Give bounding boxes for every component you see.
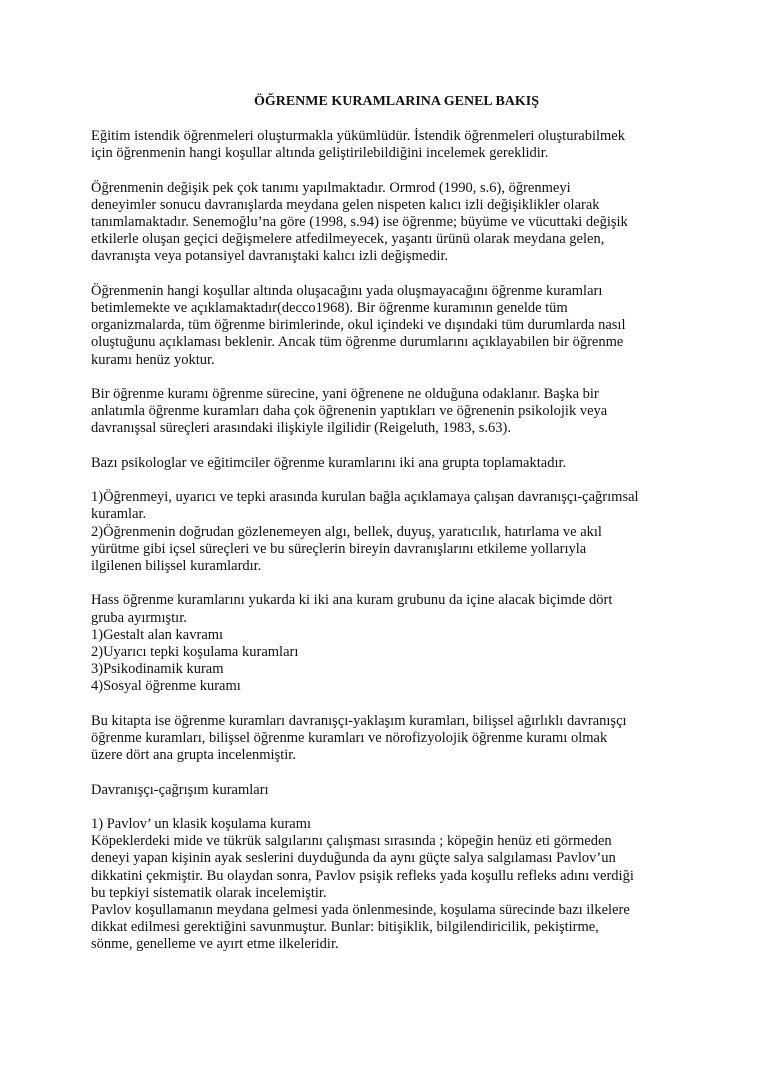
- document-title: ÖĞRENME KURAMLARINA GENEL BAKIŞ: [253, 94, 540, 109]
- paragraph: [91, 489, 692, 575]
- text-line: 3)Psikodinamik kuram: [91, 661, 224, 678]
- text-line: yürütme gibi içsel süreçleri ve bu süreçlerin bireyin davranışlarını etkileme yollarıyla: [91, 540, 587, 557]
- text-line: betimlemekte ve açıklamaktadır(decco1968). Bir öğrenme kuramının genelde tüm: [91, 300, 568, 316]
- text-line: 1) Pavlov’ un klasik koşulama kuramı: [91, 815, 312, 832]
- text-line: Bazı psikologlar ve eğitimciler öğrenme kuramlarını iki ana grupta toplamaktadır.: [91, 454, 567, 471]
- text-line: kuramı henüz yoktur.: [91, 351, 215, 368]
- text-line: davranışsal süreçleri arasındaki ilişkiyle ilgilidir (Reigeluth, 1983, s.63).: [91, 420, 512, 437]
- document-body: [91, 128, 692, 954]
- text-line: organizmalarda, tüm öğrenme birimlerinde, okul içindeki ve dışındaki tüm durumlarda nasıl: [91, 317, 626, 334]
- text-line: deneyimler sonucu davranışlarda meydana gelen nispeten kalıcı izli değişiklikler olarak: [91, 196, 600, 213]
- text-line: Eğitim istendik öğrenmeleri oluşturmakla yükümlüdür. İstendik öğrenmeleri oluşturabilmek: [91, 128, 625, 144]
- text-line: Davranışçı-çağrışım kuramları: [91, 781, 269, 798]
- text-line: Bir öğrenme kuramı öğrenme sürecine, yani öğrenene ne olduğuna odaklanır. Başka bir: [91, 386, 599, 402]
- paragraph: [91, 592, 692, 695]
- text-line: Bu kitapta ise öğrenme kuramları davranışçı-yaklaşım kuramları, bilişsel ağırlıklı davranışçı: [91, 712, 627, 729]
- text-line: için öğrenmenin hangi koşullar altında geliştirilebildiğini incelemek gereklidir.: [91, 145, 549, 162]
- paragraph: [91, 816, 692, 954]
- paragraph: [91, 782, 692, 799]
- text-line: bu tepkiyi sistematik olarak incelemiştir.: [91, 884, 327, 901]
- text-line: anlatımla öğrenme kuramları daha çok öğrenenin yaptıkları ve öğrenenin psikolojik veya: [91, 403, 608, 420]
- text-line: Köpeklerdeki mide ve tükrük salgılarını çalışması sırasında ; köpeğin henüz eti görmeden: [91, 833, 612, 850]
- text-line: davranışta veya potansiyel davranıştaki kalıcı izli değişmedir.: [91, 248, 449, 265]
- paragraph: [91, 180, 692, 266]
- text-line: öğrenme kuramları, bilişsel öğrenme kuramları ve nörofizyolojik öğrenme kuramı olmak: [91, 730, 608, 746]
- text-line: Öğrenmenin değişik pek çok tanımı yapılmaktadır. Ormrod (1990, s.6), öğrenmeyi: [91, 179, 571, 196]
- text-line: 1)Öğrenmeyi, uyarıcı ve tepki arasında kurulan bağla açıklamaya çalışan davranışçı-çağrımsal: [91, 489, 639, 506]
- text-line: 1)Gestalt alan kavramı: [91, 626, 224, 643]
- text-line: sönme, genelleme ve ayırt etme ilkeleridir.: [91, 936, 339, 953]
- text-line: Hass öğrenme kuramlarını yukarda ki iki ana kuram grubunu da içine alacak biçimde dört: [91, 592, 613, 609]
- text-line: 2)Öğrenmenin doğrudan gözlenemeyen algı, bellek, duyuş, yaratıcılık, hatırlama ve akıl: [91, 523, 602, 540]
- text-line: deneyi yapan kişinin ayak seslerini duyduğunda da aynı güçte salya salgılaması Pavlov’un: [91, 850, 616, 867]
- text-line: etkilerle oluşan geçici değişmelere atfedilmeyecek, yaşantı ürünü olarak meydana gelen,: [91, 231, 605, 248]
- text-line: kuramlar.: [91, 506, 147, 523]
- text-line: Öğrenmenin hangi koşullar altında oluşacağını yada oluşmayacağını öğrenme kuramları: [91, 282, 603, 299]
- paragraph: [91, 713, 692, 765]
- text-line: dikkat edilmesi gerektiğini savunmuştur. Bunlar: bitişiklik, bilgilendiricilik, pekiştirme,: [91, 919, 599, 936]
- text-line: tanımlamaktadır. Senemoğlu’na göre (1998, s.94) ise öğrenme; büyüme ve vücuttaki değişik: [91, 214, 628, 230]
- text-line: üzere dört ana grupta incelenmiştir.: [91, 747, 296, 764]
- text-line: oluştuğunu açıklaması beklenir. Ancak tüm öğrenme durumlarını açıklayabilen bir öğrenme: [91, 334, 624, 351]
- paragraph: [91, 283, 692, 369]
- text-line: dikkatini çekmiştir. Bu olaydan sonra, Pavlov psişik refleks yada koşullu refleks adını verdiği: [91, 867, 634, 884]
- paragraph: [91, 128, 692, 162]
- text-line: gruba ayırmıştır.: [91, 609, 187, 626]
- text-line: ilgilenen bilişsel kuramlardır.: [91, 558, 262, 574]
- text-line: 2)Uyarıcı tepki koşulama kuramları: [91, 644, 299, 660]
- text-line: 4)Sosyal öğrenme kuramı: [91, 678, 241, 695]
- paragraph: [91, 455, 692, 472]
- paragraph: [91, 386, 692, 438]
- text-line: Pavlov koşullamanın meydana gelmesi yada önlenmesinde, koşulama sürecinde bazı ilkelere: [91, 902, 630, 918]
